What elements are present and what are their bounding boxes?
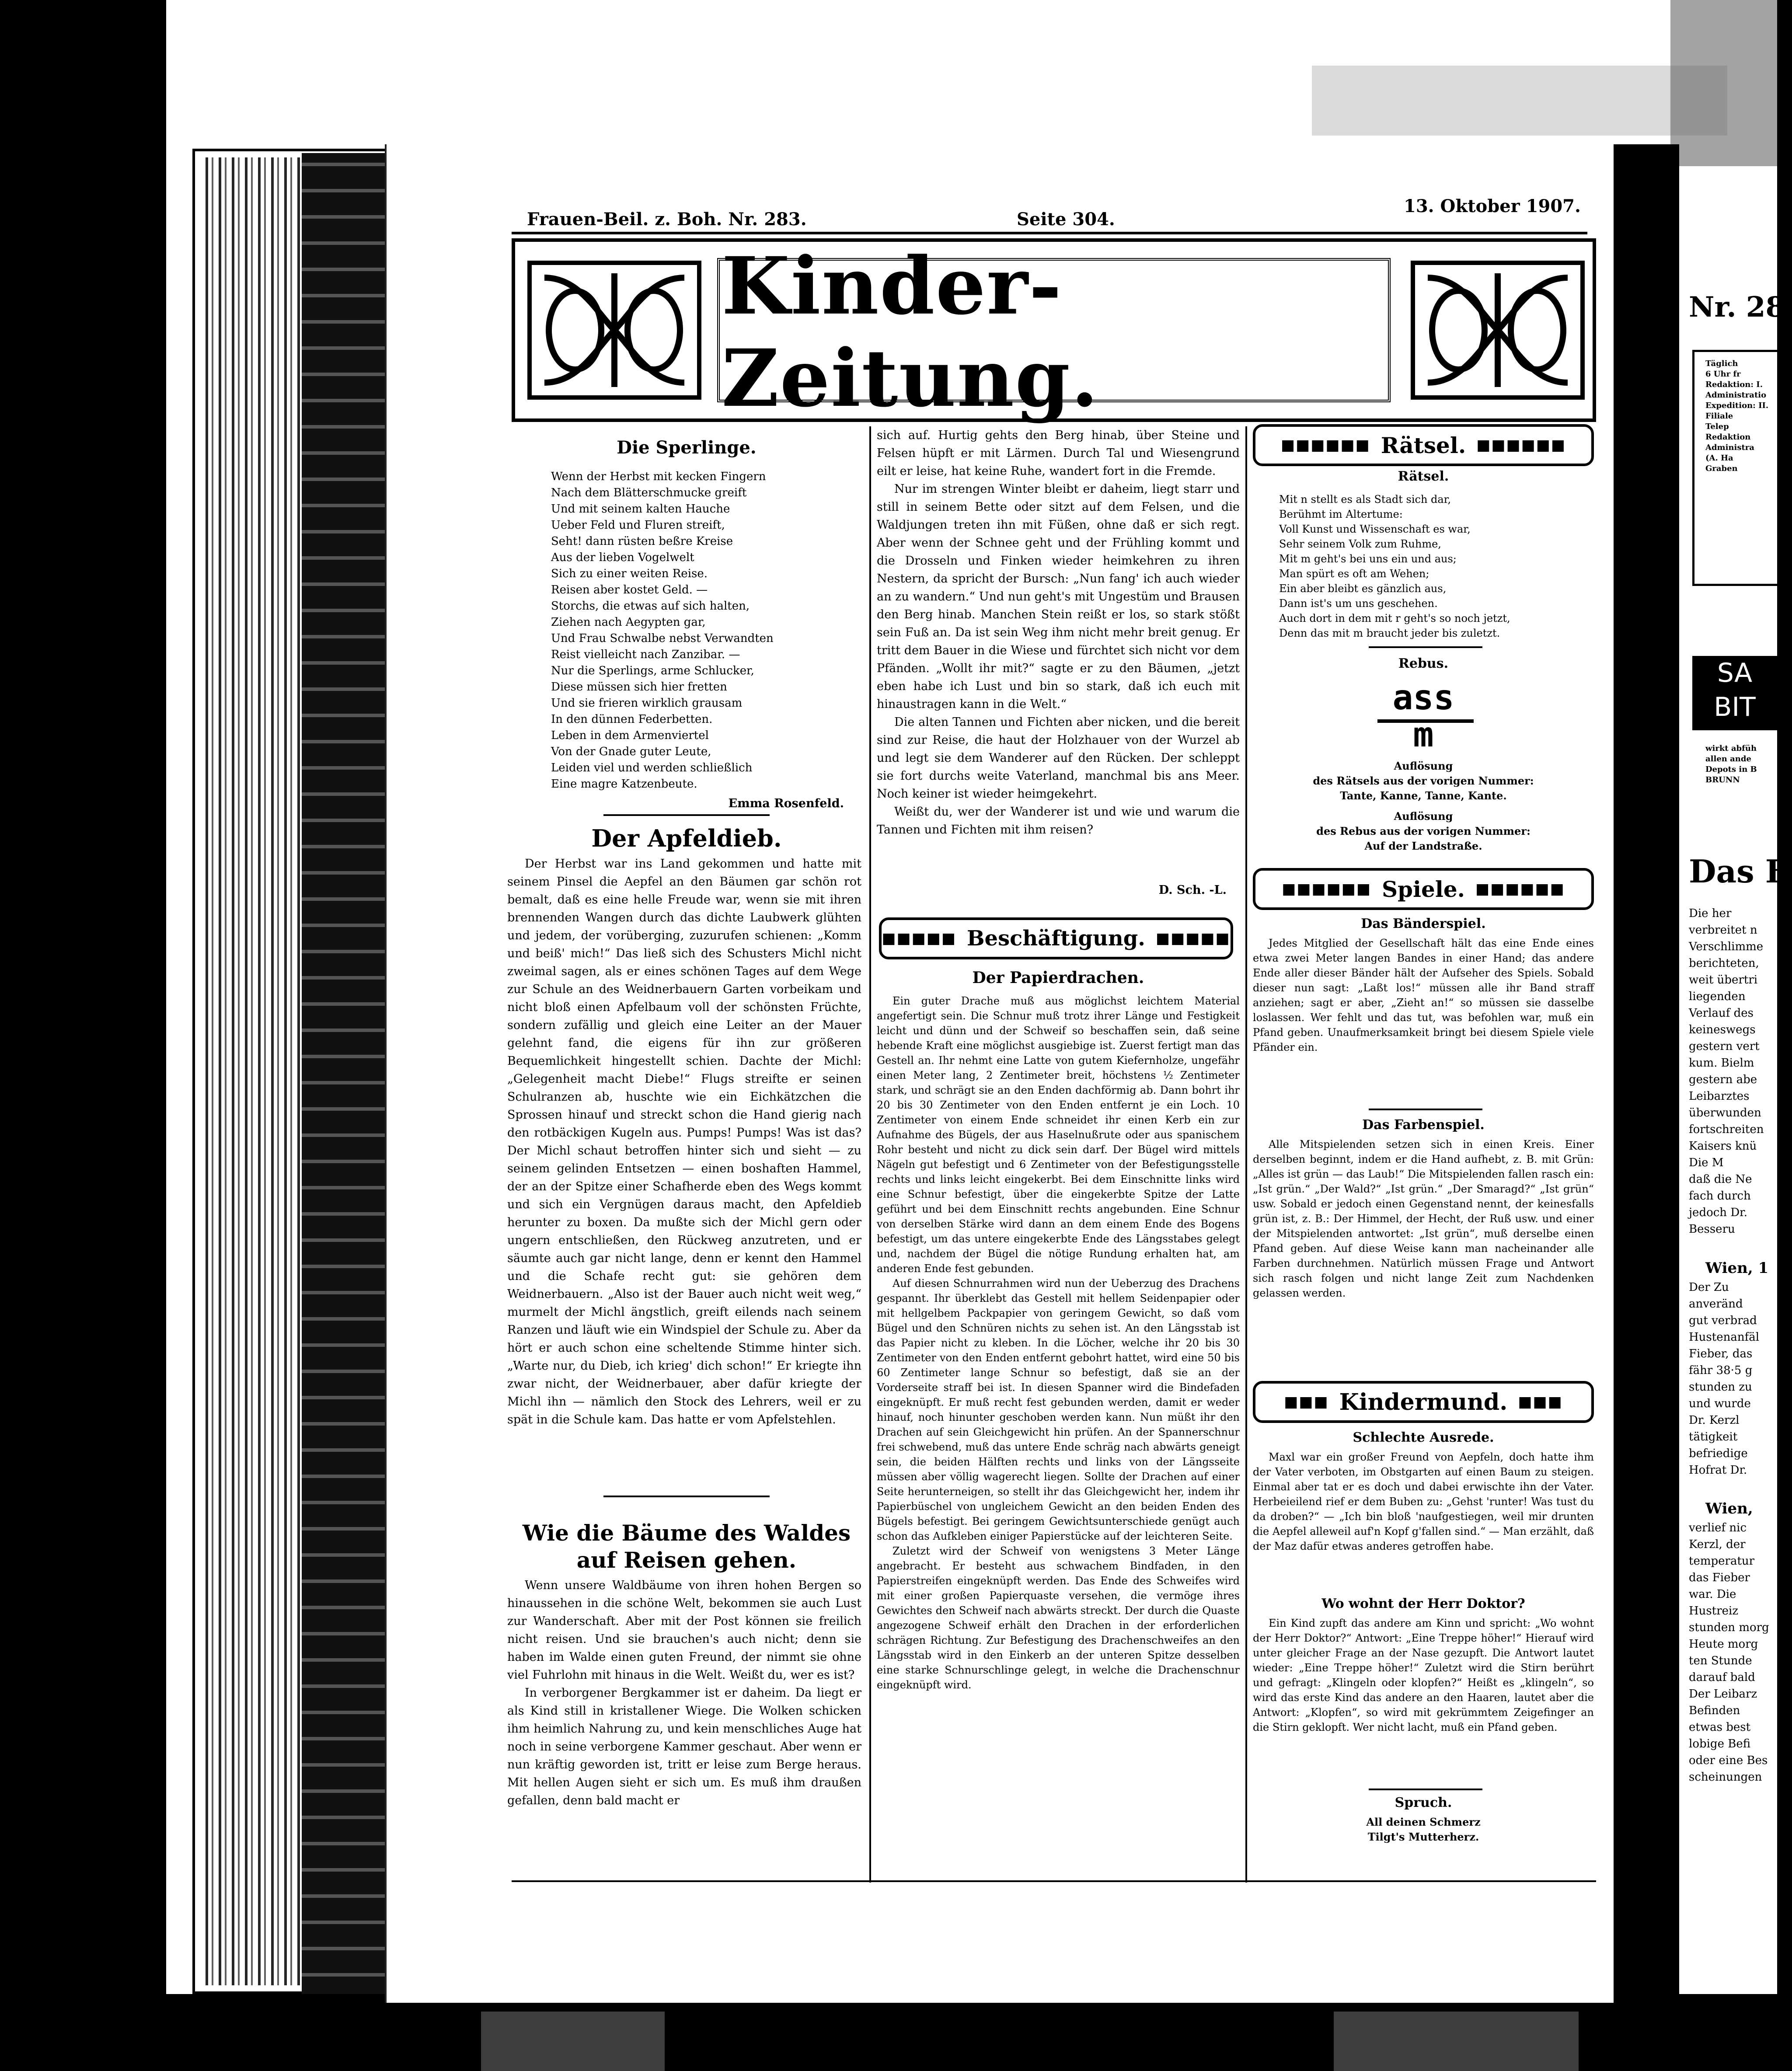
facing-info-line: Administra <box>1705 443 1754 452</box>
facing-text-line: scheinungen <box>1689 1771 1762 1784</box>
km1-title: Schlechte Ausrede. <box>1353 1430 1494 1445</box>
facing-text-line: gestern abe <box>1689 1073 1757 1086</box>
riddle-line: Voll Kunst und Wissenschaft es war, <box>1279 523 1471 535</box>
header-date: 13. Oktober 1907. <box>1404 196 1581 216</box>
spruch-body <box>1253 1815 1594 1844</box>
facing-advert-line: SA <box>1717 658 1753 688</box>
ornament-dots: ■■■■■■ <box>1280 436 1370 454</box>
kite-body <box>877 994 1240 1872</box>
facing-text-line: gestern vert <box>1689 1040 1760 1053</box>
ornament-dots: ■■■ <box>1284 1393 1329 1411</box>
facing-text-line: Der Zu <box>1689 1281 1729 1294</box>
facing-text-line: ten Stunde <box>1689 1654 1752 1667</box>
ornament-dots: ■■■■■■ <box>1475 880 1565 898</box>
poem-line: Und Frau Schwalbe nebst Verwandten <box>551 632 774 645</box>
kite-paragraph: Ein guter Drache muß aus möglichst leichtem Material angefertigt sein. Die Schnur muß trotz ihrer Länge und Festigkeit leicht und dünn und der Schweif so beschaffen sein, daß seine hebende Kraft eine möglichst ausgiebige ist. Zuerst fertigt man das Gestell an. Ihr nehmt eine Latte von gutem Kiefernholze, ungefähr einen Meter lang, 2 Zentimeter breit, höchstens ½ Zentimeter stark, und schrägt sie an den Enden dachförmig ab. Dann bohrt ihr 20 bis 30 Zentimeter von den Enden entfernt je ein Loch. 10 Zentimeter von einem Ende schneidet ihr einen Kerb ein zur Aufnahme des Bügels, der aus Haselnußrute oder aus spanischem Rohr besteht und nicht zu dick sein darf. Der Bügel wird mittels Nägeln gut befestigt und 6 Zentimeter von der Befestigungsstelle rechts und links leicht eingekerbt. Bei dem Einschnitte links wird eine Schnur befestigt, über die eingekerbte Spitze der Latte geführt und bei dem Einschnitt rechts angebunden. Eine Schnur von derselben Stärke wird dann an dem einem Ende des Bogens befestigt, um das untere eingekerbte Ende des Längsstabes gelegt und, nachdem der Bügel die nötige Rundung erhalten hat, am anderen Ende fest gebunden. <box>877 995 1240 1275</box>
facing-text-line: lobige Befi <box>1689 1737 1751 1750</box>
facing-info-line: Expedition: II. <box>1705 401 1769 410</box>
facing-text-line: Die M <box>1689 1156 1724 1169</box>
facing-text-line: fähr 38·5 g <box>1689 1364 1753 1377</box>
facing-info-line: Filiale <box>1705 411 1733 421</box>
story-body <box>507 855 861 1489</box>
trees-cont-paragraph: Nur im strengen Winter bleibt er daheim, liegt starr und still in seinem Bette oder sitzt auf dem Felsen, und die Waldjungen treten ihn mit Füßen, ohne daß er sich regt. Aber wenn der Schnee geht und der Frühling kommt und die Drosseln und Finken wieder heimkehren zu ihren Nestern, da spricht der Bursch: „Nun fang' ich auch wieder an zu wandern.“ Und nun geht's mit Ungestüm und Brausen den Berg hinab. Manchen Stein reißt er los, so stark stößt sein Fuß an. Da ist sein Weg ihm nicht mehr breit genug. Er tritt dem Bauer in die Wiese und fürchtet sich nicht vor dem Pfänden. „Wollt ihr mit?“ sagte er zu den Bäumen, „jetzt eben habe ich Lust und bin so stark, daß ich euch mit hinaustragen kann in die Welt.“ <box>877 482 1240 711</box>
solution-text: des Rebus aus der vorigen Nummer: <box>1316 825 1531 837</box>
facing-text-line: Heute morg <box>1689 1638 1758 1651</box>
section-box-spiele <box>1253 868 1594 910</box>
facing-text-line: überwunden <box>1689 1106 1761 1119</box>
game2-title: Das Farbenspiel. <box>1362 1117 1485 1133</box>
facing-advert-small-line: allen ande <box>1705 754 1751 764</box>
facing-text-line: Befinden <box>1689 1704 1740 1717</box>
facing-text-line: Hofrat Dr. <box>1689 1464 1747 1477</box>
facing-text-line: war. Die <box>1689 1588 1736 1601</box>
facing-advert-small-line: wirkt abfüh <box>1705 744 1757 753</box>
game1-text: Jedes Mitglied der Gesellschaft hält das eine Ende eines etwa zwei Meter langen Bandes in einer Hand; das andere Ende aller dieser Bänder hält der Aufseher des Spiels. Sobald dieser nun sagt: „Laßt los!“ müssen alle ihr Band straff anziehen; sagt er aber, „Zieht an!“ so müssen sie dasselbe loslassen. Wer fehlt und das tut, was befohlen war, muß ein Pfand geben. Unaufmerksamkeit bringt bei diesem Spiele viele Pfänder ein. <box>1253 937 1594 1053</box>
section-box-label: Spiele. <box>1381 876 1465 902</box>
facing-text-line: etwas best <box>1689 1721 1751 1734</box>
facing-text-line: fortschreiten <box>1689 1123 1764 1136</box>
facing-info-line: Redaktion: I. <box>1705 380 1763 389</box>
facing-text-line: anveränd <box>1689 1297 1743 1311</box>
ornament-dots: ■■■■■■ <box>1476 436 1566 454</box>
poem-line: Ziehen nach Aegypten gar, <box>551 616 706 629</box>
book-spine <box>302 153 389 1994</box>
poem-title: Die Sperlinge. <box>617 437 757 458</box>
story-text: Der Herbst war ins Land gekommen und hatte mit seinem Pinsel die Aepfel an den Bäumen gar schön rot bemalt, daß es eine helle Freude war, wenn sie mit ihren brennenden Wangen durch das dichte Laubwerk glühten und jedem, der vorüberging, zuzurufen schienen: „Komm und beiß' mich!“ Das ließ sich des Schusters Michl nicht zweimal sagen, als er eines schönen Tages auf dem Wege zur Schule an des Weidnerbauern Garten vorbeikam und nicht bloß einen Apfelbaum voll der schönsten Früchte, sondern zufällig und gleich eine Leiter an der Mauer gelehnt fand, die eigens für ihn zur größeren Bequemlichkeit hingestellt schien. Dachte der Michl: „Gelegenheit macht Diebe!“ Flugs streifte er seinen Schulranzen ab, huschte wie ein Eichkätzchen die Sprossen hinauf und streckt schon die Hand gierig nach den rotbäckigen Kugeln aus. Pumps! Pumps! Was ist das? Der Michl schaut betroffen hinter sich und sieht — zu seinem gelinden Entsetzen — einen boshaften Hammel, der an der Spitze einer Schafherde eben des Wegs kommt und sich ein Vergnügen daraus macht, den Apfeldieb herunter zu boxen. Da mußte sich der Michl gern oder ungern entschließen, den Rückweg anzutreten, und er säumte auch gar nicht lange, denn er kennt den Hammel und die Schafe recht gut: sie gehören dem Weidnerbauern. „Also ist der Bauer auch nicht weit weg,“ murmelt der Michl ängstlich, greift eilends nach seinem Ranzen und läuft wie ein Windspiel der Schule zu. Aber da hört er auch schon eine scheltende Stimme hinter sich. „Warte nur, du Dieb, ich krieg' dich schon!“ Er kriegte ihn zwar nicht, der Weidnerbauer, aber dafür kriegte der Michl ihn — nämlich den Stock des Lehrers, weil er zu spät in die Schule kam. Das hatte er vom Apfelstehlen. <box>507 857 861 1426</box>
game2-text: Alle Mitspielenden setzen sich in einen Kreis. Einer derselben beginnt, indem er die Hand aufhebt, z. B. mit Grün: „Alles ist grün — das Laub!“ Die Mitspielenden fallen rasch ein: „Ist grün.“ „Der Wald?“ „Ist grün.“ „Der Smaragd?“ „Ist grün“ usw. Sobald er jedoch einen Gegenstand nennt, der keinesfalls grün ist, z. B.: Der Himmel, der Hecht, der Ruß usw. und einer der Mitspielenden antwortet: „Ist grün“, muß derselbe einen Pfand geben. Auf diese Weise kann man nacheinander alle Farben durchnehmen. Natürlich müssen Frage und Antwort sich rasch folgen und nicht lange Zeit zum Nachdenken gelassen werden. <box>1253 1138 1594 1299</box>
facing-text-line: fach durch <box>1689 1189 1751 1203</box>
rebus-bottom: m <box>1413 715 1434 755</box>
facing-text-line: gut verbrad <box>1689 1314 1757 1327</box>
trees-cont-paragraph: sich auf. Hurtig gehts den Berg hinab, über Steine und Felsen hüpft er mit Lärmen. Durch Tal und Wiesengrund eilt er leise, hat keine Ruhe, wandert fort in die Fremde. <box>877 429 1240 478</box>
ornament-dots: ■■■■■ <box>1156 930 1231 947</box>
poem-line: Leiden viel und werden schließlich <box>551 761 753 774</box>
facing-text-line: berichteten, <box>1689 957 1759 970</box>
trees-title: Wie die Bäume des Waldes auf Reisen gehen. <box>522 1520 851 1573</box>
section-box-raetsel <box>1253 424 1594 466</box>
facing-info-line: Administratio <box>1705 390 1767 400</box>
trees-paragraph: In verborgener Bergkammer ist er daheim. Da liegt er als Kind still in kristallener Wiege. Die Wolken schicken ihm heimlich Nahrung zu, und kein menschliches Auge hat noch in seine verborgene Kammer geschaut. Aber wenn er nun kräftig geworden ist, tritt er leise zum Berge heraus. Mit hellen Augen sieht er sich um. Es muß ihm draußen gefallen, denn bald macht er <box>507 1686 861 1807</box>
poem-line: In den dünnen Federbetten. <box>551 713 713 726</box>
facing-text-line: verlief nic <box>1689 1521 1747 1534</box>
column-rule <box>869 426 871 1883</box>
facing-text-line: stunden morg <box>1689 1621 1769 1634</box>
spruch-title: Spruch. <box>1395 1795 1452 1810</box>
km2-text: Ein Kind zupft das andere am Kinn und spricht: „Wo wohnt der Herr Doktor?“ Antwort: „Eine Treppe höher!“ Hierauf wird unter gleicher Frage an der Nase gezupft. Die Antwort lautet wieder: „Eine Treppe höher!“ Zuletzt wird die Stirn berührt und gefragt: „Klingeln oder klopfen?“ Heißt es „klingeln“, so wird das erste Kind das andere an den Haaren, lautet aber die Antwort: „Klopfen“, so wird mit gekrümmtem Zeigefinger an die Stirn geklopft. Wer nicht lacht, muß ein Pfand geben. <box>1253 1617 1594 1733</box>
riddle-body <box>1279 492 1594 641</box>
facing-text-line: Hustreiz <box>1689 1604 1739 1618</box>
facing-text-line: Hustenanfäl <box>1689 1331 1760 1344</box>
km2-body <box>1253 1616 1594 1782</box>
km1-body <box>1253 1450 1594 1594</box>
facing-advert <box>1692 656 1777 730</box>
poem-line: Nur die Sperlings, arme Schlucker, <box>551 664 754 677</box>
facing-text-line: daß die Ne <box>1689 1173 1752 1186</box>
facing-text-line: befriedige <box>1689 1447 1748 1460</box>
riddle-title: Rätsel. <box>1398 469 1449 484</box>
facing-text-line: Dr. Kerzl <box>1689 1414 1740 1427</box>
ornament-dots: ■■■ <box>1518 1393 1563 1411</box>
kite-paragraph: Zuletzt wird der Schweif von wenigstens 3 Meter Länge angebracht. Er besteht aus schwachem Bindfaden, in den Papierstreifen eingeknüpft werden. Das Ende des Schweifes wird mit einer großen Papierquaste versehen, die vermöge ihres Gewichtes den Schweif nach abwärts streckt. Der durch die Quaste angezogene Schweif erhält den Drachen in der erforderlichen schrägen Richtung. Zur Befestigung des Drachenschweifes an den Längsstab wird in den Einkerb an der unteren Spitze desselben eine starke Schnurschlinge gelegt, in welche die Drachenschnur eingeknüpft wird. <box>877 1545 1240 1691</box>
page-number: Seite 304. <box>1017 209 1115 230</box>
rebus-title: Rebus. <box>1398 656 1449 671</box>
facing-advert-small-line: BRUNN <box>1705 775 1740 784</box>
facing-info-line: Telep <box>1705 422 1729 431</box>
left-scan-border <box>0 0 166 2071</box>
page-edges <box>206 157 302 1985</box>
riddle-line: Auch dort in dem mit r geht's so noch jetzt, <box>1279 612 1510 624</box>
facing-text-line: Kaisers knü <box>1689 1140 1757 1153</box>
facing-text-1 <box>1689 905 1777 1238</box>
trees-signature: D. Sch. -L. <box>1158 883 1227 897</box>
column-rule <box>1245 426 1247 1883</box>
facing-text-line: Verlauf des <box>1689 1007 1754 1020</box>
facing-text-line: Besseru <box>1689 1223 1735 1236</box>
kite-paragraph: Auf diesen Schnurrahmen wird nun der Ueberzug des Drachens gespannt. Ihr überklebt das Gestell mit hellem Seidenpapier oder mit hellgelbem Packpapier von geringem Gewicht, so daß vom Bügel und den Schnüren nichts zu sehen ist. An den Längsstab ist das Papier nicht zu kleben. In die Löcher, welche ihr 20 bis 30 Zentimeter von den Enden entfernt gebohrt hattet, wird eine 50 bis 60 Zentimeter lange Schnur so befestigt, daß sie an der Vorderseite straff bei ist. In diesen Spanner wird die Bindefaden eingeknüpft. Er muß recht fest gebunden werden, damit er weder hinauf, noch hinunter geschoben werden kann. Nun müßt ihr den Drachen auf sein Gleichgewicht hin prüfen. An der Spannerschnur frei schwebend, muß das untere Ende schräg nach abwärts geneigt sein, die beiden Hälften rechts und links von der Längsseite müssen aber völlig wagerecht liegen. Sollte der Drachen auf einer Seite herunterneigen, so stellt ihr das Gleichgewicht her, indem ihr Papierbüschel von ungleichem Gewicht an den beiden Enden des Bügels befestigt. Bei geringem Gewichtsunterschiede genügt auch schon das Aufkleben einiger Papierstücke auf der leichteren Seite. <box>877 1277 1240 1542</box>
section-box-label: Beschäftigung. <box>966 926 1146 951</box>
riddle-line: Man spürt es oft am Wehen; <box>1279 568 1429 580</box>
section-divider <box>1369 1789 1482 1790</box>
riddle-line: Denn das mit m braucht jeder bis zuletzt. <box>1279 627 1500 639</box>
poem-author: Emma Rosenfeld. <box>728 797 844 810</box>
facing-info-line: (A. Ha <box>1705 453 1733 463</box>
facing-text-line: liegenden <box>1689 990 1746 1003</box>
solution-block-2 <box>1253 809 1594 854</box>
poem-line: Und mit seinem kalten Hauche <box>551 502 730 516</box>
km2-title: Wo wohnt der Herr Doktor? <box>1321 1596 1525 1611</box>
facing-text-2 <box>1689 1279 1777 1478</box>
spruch-line: Tilgt's Mutterherz. <box>1367 1830 1479 1843</box>
poem-body <box>551 469 857 792</box>
riddle-line: Sehr seinem Volk zum Ruhme, <box>1279 538 1441 550</box>
facing-text-line: keineswegs <box>1689 1023 1756 1036</box>
riddle-line: Mit m geht's bei uns ein und aus; <box>1279 553 1457 565</box>
facing-text-line: Leibarztes <box>1689 1090 1750 1103</box>
ornament-dots: ■■■■■ <box>882 930 956 947</box>
scan-smudge <box>1312 66 1727 136</box>
facing-dateline: Wien, 1 <box>1705 1259 1769 1277</box>
ornament-dots: ■■■■■■ <box>1282 880 1371 898</box>
riddle-line: Berühmt im Altertume: <box>1279 508 1403 520</box>
scan-smudge <box>1670 0 1777 166</box>
poem-line: Nach dem Blätterschmucke greift <box>551 486 747 499</box>
facing-text-line: Verschlimme <box>1689 940 1764 953</box>
facing-text-line: Der Leibarz <box>1689 1687 1757 1701</box>
poem-line: Reisen aber kostet Geld. — <box>551 583 708 596</box>
facing-text-line: tätigkeit <box>1689 1430 1738 1443</box>
bottom-rule <box>512 1880 1596 1882</box>
facing-text-line: darauf bald <box>1689 1671 1755 1684</box>
solution-text: Auf der Landstraße. <box>1364 840 1482 852</box>
facing-text-line: kum. Bielm <box>1689 1056 1754 1070</box>
section-divider <box>1369 1109 1482 1110</box>
solution-block-1 <box>1253 759 1594 803</box>
facing-info-text <box>1705 359 1775 474</box>
scan-smudge <box>481 2012 665 2071</box>
facing-headline: Das B <box>1689 853 1792 890</box>
facing-page-number: Nr. 28 <box>1689 291 1785 324</box>
section-box-label: Kindermund. <box>1339 1388 1508 1416</box>
facing-text-line: weit übertri <box>1689 973 1758 987</box>
facing-text-line: Kerzl, der <box>1689 1538 1746 1551</box>
poem-line: Von der Gnade guter Leute, <box>551 745 711 758</box>
rebus-top: ass <box>1392 678 1454 718</box>
facing-text-line: Fieber, das <box>1689 1347 1753 1360</box>
poem-line: Eine magre Katzenbeute. <box>551 777 697 791</box>
section-divider <box>603 1496 770 1497</box>
trees-cont-paragraph: Weißt du, wer der Wanderer ist und wie und warum die Tannen und Fichten mit ihm reisen? <box>877 805 1240 837</box>
facing-text-line: das Fieber <box>1689 1571 1750 1584</box>
facing-advert-small-line: Depots in B <box>1705 765 1757 774</box>
facing-text-line: temperatur <box>1689 1555 1755 1568</box>
solution-text: des Rätsels aus der vorigen Nummer: <box>1313 774 1534 787</box>
facing-text-line: oder eine Bes <box>1689 1754 1768 1767</box>
facing-text-line: und wurde <box>1689 1397 1751 1410</box>
poem-line: Aus der lieben Vogelwelt <box>551 551 694 564</box>
poem-line: Ueber Feld und Fluren streift, <box>551 519 725 532</box>
trees-paragraph: Wenn unsere Waldbäume von ihren hohen Bergen so hinaussehen in die schöne Welt, bekommen sie auch Lust zur Wanderschaft. Aber mit der Post können sie freilich nicht reisen. Und sie brauchen's auch nicht; denn sie haben im Walde einen guten Freund, der nimmt sie ohne viel Fuhrlohn mit hinaus in die Welt. Weißt du, wer es ist? <box>507 1579 861 1682</box>
riddle-line: Ein aber bleibt es gänzlich aus, <box>1279 582 1447 595</box>
game1-title: Das Bänderspiel. <box>1361 916 1486 931</box>
page-gutter <box>1614 144 1679 2003</box>
solution-label: Auflösung <box>1394 810 1453 823</box>
trees-cont-paragraph: Die alten Tannen und Fichten aber nicken, und die bereit sind zur Reise, die haut der Holzhauer von der Wurzel ab und legt sie dem Wanderer auf den Rücken. Der schleppt sie fort durchs weite Vaterland, manchmal bis ans Meer. Noch keiner ist wieder heimgekehrt. <box>877 715 1240 801</box>
poem-line: Seht! dann rüsten beßre Kreise <box>551 535 733 548</box>
facing-info-line: Täglich <box>1705 359 1738 368</box>
poem-line: Und sie frieren wirklich grausam <box>551 697 743 710</box>
trees-continued <box>877 426 1240 896</box>
game2-body <box>1253 1137 1594 1373</box>
poem-line: Reist vielleicht nach Zanzibar. — <box>551 648 740 661</box>
poem-line: Wenn der Herbst mit kecken Fingern <box>551 470 766 483</box>
solution-label: Auflösung <box>1394 760 1453 772</box>
kite-title: Der Papierdrachen. <box>972 969 1144 987</box>
section-divider <box>603 814 770 816</box>
facing-info-line: Redaktion <box>1705 432 1751 442</box>
poem-line: Storchs, die etwas auf sich halten, <box>551 600 750 613</box>
facing-text-line: stunden zu <box>1689 1381 1752 1394</box>
facing-info-line: Graben <box>1705 464 1738 473</box>
facing-advert-text <box>1705 743 1775 785</box>
solution-text: Tante, Kanne, Tanne, Kante. <box>1340 789 1507 802</box>
section-box-label: Rätsel. <box>1381 432 1466 458</box>
spruch-line: All deinen Schmerz <box>1366 1816 1481 1828</box>
poem-line: Sich zu einer weiten Reise. <box>551 567 708 580</box>
facing-text-3 <box>1689 1520 1777 1785</box>
celtic-ornament-right-icon <box>1410 260 1585 400</box>
facing-text-line: Die her <box>1689 907 1732 920</box>
section-divider <box>1369 646 1482 648</box>
riddle-line: Mit n stellt es als Stadt sich dar, <box>1279 493 1451 506</box>
game1-body <box>1253 936 1594 1119</box>
celtic-ornament-left-icon <box>527 260 702 400</box>
riddle-line: Dann ist's um uns geschehen. <box>1279 597 1438 610</box>
header-left: Frauen-Beil. z. Boh. Nr. 283. <box>527 209 807 230</box>
trees-body <box>507 1576 861 1883</box>
facing-info-line: 6 Uhr fr <box>1705 370 1741 379</box>
section-box-beschaeftigung <box>879 917 1233 959</box>
facing-advert-line: BIT <box>1714 692 1756 722</box>
masthead-title: Kinder-Zeitung. <box>722 240 1099 425</box>
poem-line: Leben in dem Armenviertel <box>551 729 709 742</box>
km1-text: Maxl war ein großer Freund von Aepfeln, doch hatte ihm der Vater verboten, im Obstgarten auf einen Baum zu steigen. Einmal aber tat er es doch und dabei erwischte ihn der Vater. Herbeieilend rief er dem Buben zu: „Gehst 'runter! Was tust du da droben?“ — „Ich bin bloß 'naufgestiegen, weil mir drunten die Aepfel alleweil auf'n Kopf g'fallen sind.“ — Man erzählt, daß der Maz dafür etwas anderes getroffen habe. <box>1253 1451 1594 1552</box>
poem-line: Diese müssen sich hier fretten <box>551 680 727 694</box>
scan-smudge <box>1334 2012 1579 2071</box>
header-rule <box>512 232 1587 234</box>
story-title: Der Apfeldieb. <box>591 824 782 852</box>
section-box-kindermund <box>1253 1381 1594 1423</box>
facing-dateline: Wien, <box>1705 1500 1753 1517</box>
facing-text-line: jedoch Dr. <box>1689 1206 1747 1219</box>
facing-text-line: verbreitet n <box>1689 924 1757 937</box>
